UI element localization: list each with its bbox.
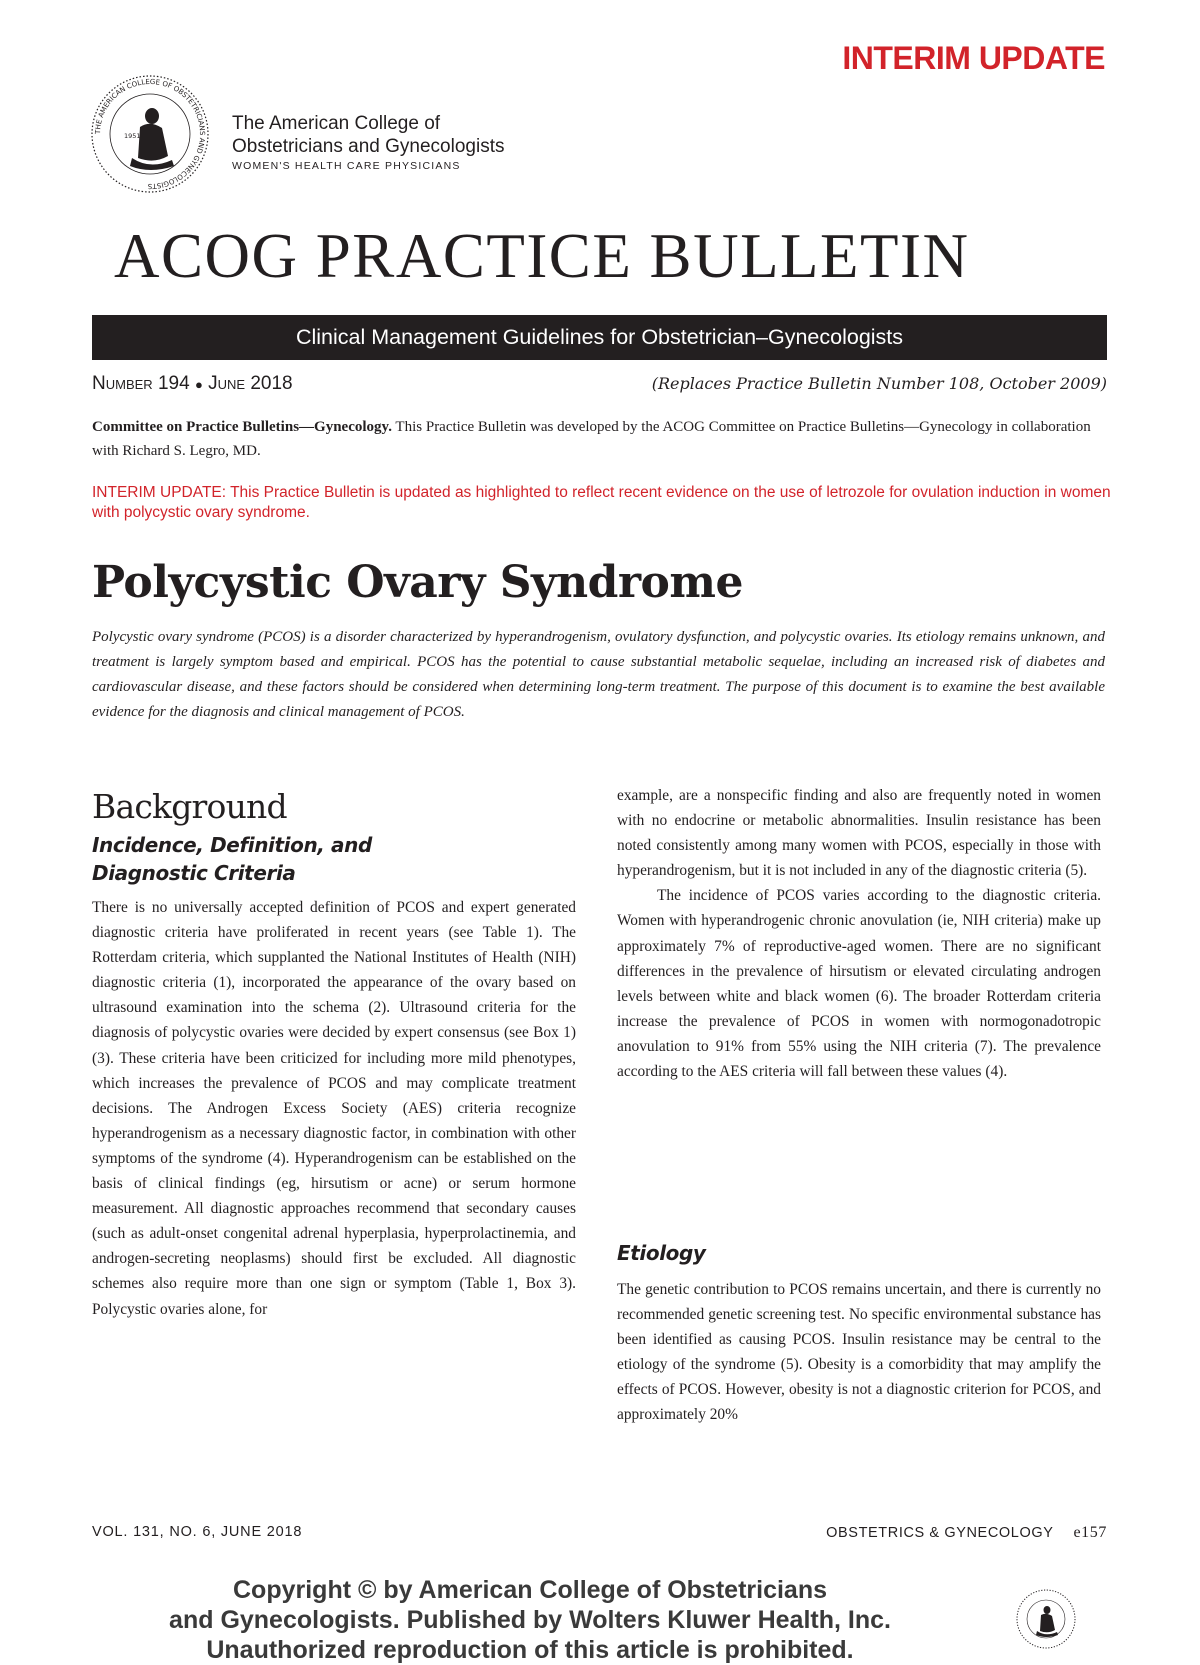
bullet-separator: ● bbox=[194, 377, 203, 392]
interim-update-note: INTERIM UPDATE: This Practice Bulletin is updated as highlighted to reflect recent evidence on the use of letrozole for ovulation induction in women with polycystic ovary syndrome. bbox=[92, 484, 1111, 521]
issue-number: 194 bbox=[157, 373, 190, 394]
org-tagline: WOMEN'S HEALTH CARE PHYSICIANS bbox=[232, 160, 461, 172]
document-title: Polycystic Ovary Syndrome bbox=[92, 557, 743, 608]
committee-text: This Practice Bulletin was developed by the ACOG Committee on Practice Bulletins—Gynecology in collaboration with Richard S. Legro, MD. bbox=[92, 419, 1091, 459]
copyright-notice bbox=[120, 1575, 940, 1665]
etiology-column bbox=[617, 1277, 1101, 1428]
prevalence-paragraph: The incidence of PCOS varies according to the diagnostic criteria. Women with hyperandrogenic chronic anovulation (ie, NIH criteria) make up approximately 7% of reproductive-aged women. There are no significant differences in the prevalence of hirsutism or elevated circulating androgen levels between white and black women (6). The broader Rotterdam criteria increase the prevalence of PCOS in women with normogonadotropic anovulation to 91% from 55% using the NIH criteria (7). The prevalence according to the AES criteria will fall between these values (4). bbox=[617, 887, 1101, 1081]
interim-update-banner: INTERIM UPDATE bbox=[842, 40, 1105, 76]
right-column bbox=[617, 783, 1101, 1084]
organization-name bbox=[232, 112, 504, 172]
org-line-1: The American College of bbox=[232, 113, 441, 134]
issue-year: 2018 bbox=[250, 373, 293, 394]
issue-month: June bbox=[208, 373, 246, 394]
background-heading: Background bbox=[92, 787, 287, 826]
seal-year: 1951 bbox=[124, 132, 141, 140]
subtitle-text: Clinical Management Guidelines for Obstetrician–Gynecologists bbox=[295, 325, 904, 349]
page-number: e157 bbox=[1073, 1524, 1107, 1541]
etiology-paragraph: The genetic contribution to PCOS remains uncertain, and there is currently no recommended genetic screening test. No specific environmental substance has been identified as causing PCOS. Insulin resistance may be central to the etiology of the syndrome (5). Obesity is a comorbidity that may amplify the effects of PCOS. However, obesity is not a diagnostic criterion for PCOS, and approximately 20% bbox=[617, 1281, 1101, 1424]
footer-journal-name: OBSTETRICS & GYNECOLOGY bbox=[826, 1525, 1054, 1541]
incidence-heading-line-1: Incidence, Definition, and bbox=[92, 833, 372, 857]
footer-volume: VOL. 131, NO. 6, JUNE 2018 bbox=[92, 1524, 303, 1540]
copyright-line-3: Unauthorized reproduction of this article is prohibited. bbox=[206, 1636, 854, 1664]
replaces-note: (Replaces Practice Bulletin Number 108, October 2009) bbox=[651, 374, 1107, 393]
acog-seal-small-icon bbox=[1015, 1588, 1077, 1650]
abstract: Polycystic ovary syndrome (PCOS) is a disorder characterized by hyperandrogenism, ovulatory dysfunction, and polycystic ovaries. Its etiology remains unknown, and treatment is largely symptom based and empirical. PCOS has the potential to cause substantial metabolic sequelae, including an increased risk of diabetes and cardiovascular disease, and these factors should be considered when determining long-term treatment. The purpose of this document is to examine the best available evidence for the diagnosis and clinical management of PCOS. bbox=[92, 629, 1105, 720]
etiology-heading: Etiology bbox=[617, 1241, 706, 1265]
org-line-2: Obstetricians and Gynecologists bbox=[232, 136, 505, 157]
subtitle-bar bbox=[92, 315, 1107, 360]
incidence-heading bbox=[92, 831, 372, 887]
footer-journal bbox=[826, 1524, 1107, 1542]
incidence-heading-line-2: Diagnostic Criteria bbox=[92, 861, 296, 885]
left-column bbox=[92, 895, 576, 1322]
bulletin-title: ACOG PRACTICE BULLETIN bbox=[114, 221, 970, 291]
committee-name: Committee on Practice Bulletins—Gynecology. bbox=[92, 419, 392, 435]
acog-seal-logo bbox=[88, 72, 212, 196]
issue-line bbox=[92, 373, 293, 395]
committee-credit bbox=[92, 415, 1107, 463]
copyright-line-1: Copyright © by American College of Obstetricians bbox=[233, 1576, 827, 1604]
issue-number-label: Number bbox=[92, 373, 153, 394]
seal-ring-text: THE AMERICAN COLLEGE OF OBSTETRICIANS AND GYNECOLOGISTS bbox=[93, 77, 207, 191]
incidence-paragraph: There is no universally accepted definition of PCOS and expert generated diagnostic criteria have proliferated in recent years (see Table 1). The Rotterdam criteria, which supplanted the National Institutes of Health (NIH) diagnostic criteria (1), incorporated the appearance of the ovary based on ultrasound examination into the schema (2). Ultrasound criteria for the diagnosis of polycystic ovaries were decided by expert consensus (see Box 1) (3). These criteria have been criticized for including more mild phenotypes, which increases the prevalence of PCOS and may complicate treatment decisions. The Androgen Excess Society (AES) criteria recognize hyperandrogenism as a necessary diagnostic factor, in combination with other symptoms of the syndrome (4). Hyperandrogenism can be established on the basis of clinical findings (eg, hirsutism or acne) or serum hormone measurement. All diagnostic approaches recommend that secondary causes (such as adult-onset congenital adrenal hyperplasia, hyperprolactinemia, and androgen-secreting neoplasms) should first be excluded. All diagnostic schemes also require more than one sign or symptom (Table 1, Box 3). Polycystic ovaries alone, for bbox=[92, 899, 576, 1318]
copyright-line-2: and Gynecologists. Published by Wolters Kluwer Health, Inc. bbox=[169, 1606, 891, 1634]
incidence-continued-paragraph: example, are a nonspecific finding and also are frequently noted in women with no endocrine or metabolic abnormalities. Insulin resistance has been noted consistently among many women with PCOS, especially in those with hyperandrogenism, but it is not included in any of the diagnostic criteria (5). bbox=[617, 787, 1101, 880]
